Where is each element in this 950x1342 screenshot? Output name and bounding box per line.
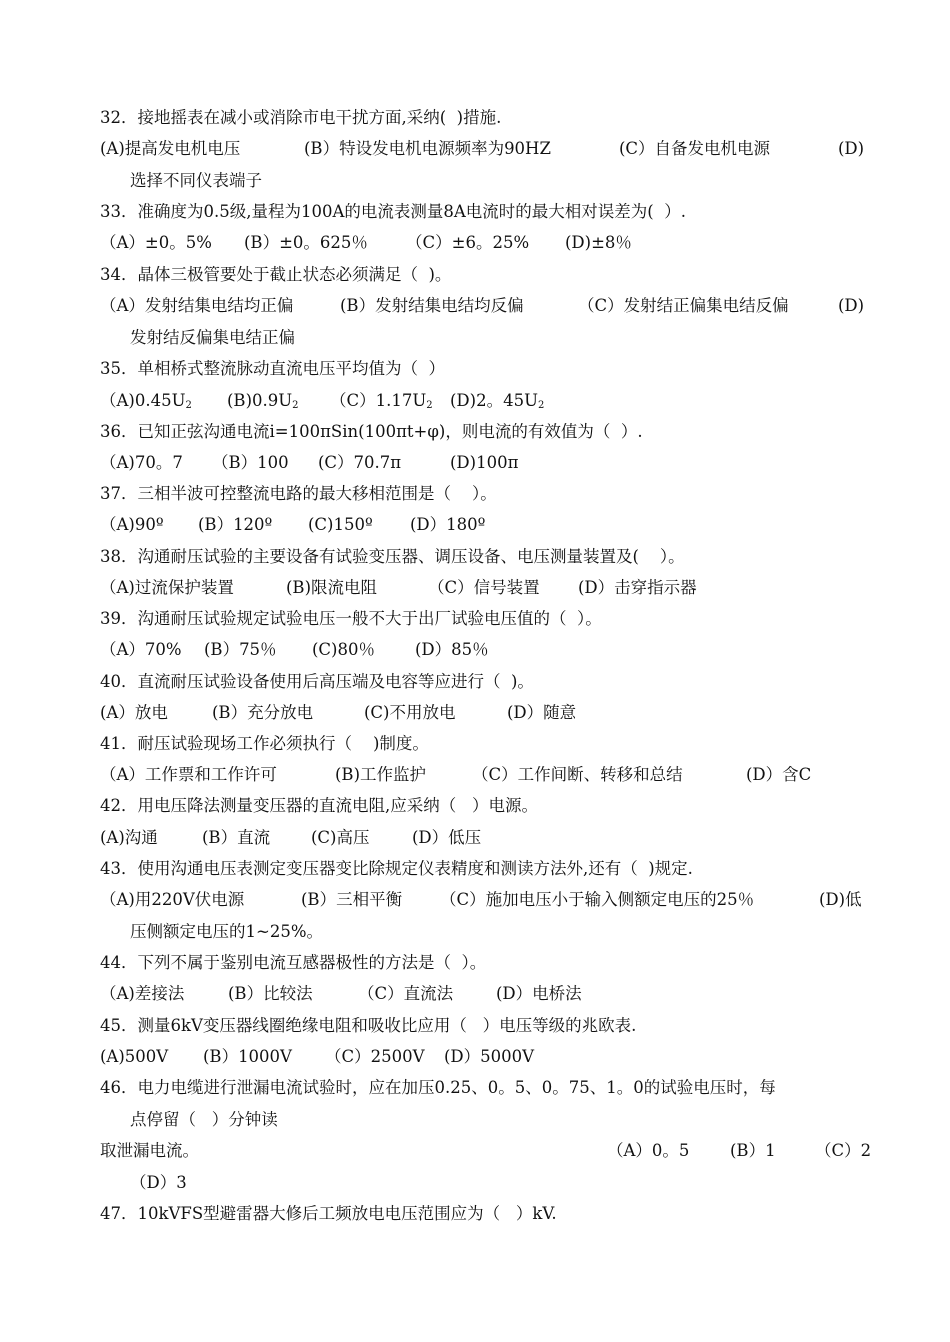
q40-option-c: (C)不用放电 xyxy=(364,703,456,722)
question-37: 37．三相半波可控整流电路的最大移相范围是（ ）。 xyxy=(100,484,497,503)
q34-option-b: (B）发射结集电结均反偏 xyxy=(340,296,524,315)
q34-option-a: （A）发射结集电结均正偏 xyxy=(100,296,294,315)
q32-option-b: (B）特设发电机电源频率为90HZ xyxy=(304,139,551,158)
question-36: 36．已知正弦沟通电流i=100πSin(100πt+φ)，则电流的有效值为（ ）. xyxy=(100,422,643,441)
question-46-tail: 取泄漏电流。 xyxy=(100,1141,199,1160)
q38-option-b: (B)限流电阻 xyxy=(286,578,377,597)
q34-option-c: （C）发射结正偏集电结反偏 xyxy=(578,296,789,315)
q35-option-b: $(B)0.9U_2$ xyxy=(227,391,299,411)
q45-option-a: (A)500V xyxy=(100,1047,169,1066)
q45-option-d: (D）5000V xyxy=(444,1047,535,1066)
q33-option-a: （A）±0。5% xyxy=(100,233,212,252)
q41-option-c: （C）工作间断、转移和总结 xyxy=(472,765,683,784)
question-35: 35．单相桥式整流脉动直流电压平均值为（ ） xyxy=(100,359,445,378)
question-41: 41．耐压试验现场工作必须执行（ )制度。 xyxy=(100,734,429,753)
q42-option-b: (B）直流 xyxy=(202,828,271,847)
question-44: 44．下列不属于鉴别电流互感器极性的方法是（ ）。 xyxy=(100,953,487,972)
q39-option-b: (B）75％ xyxy=(204,640,277,659)
q43-option-c: （C）施加电压小于输入侧额定电压的25％ xyxy=(440,890,755,909)
q43-option-d-text: 压侧额定电压的1~25%。 xyxy=(130,922,323,941)
q41-option-d: (D）含C xyxy=(746,765,812,784)
q39-option-c: (C)80％ xyxy=(312,640,375,659)
question-39: 39．沟通耐压试验规定试验电压一般不大于出厂试验电压值的（ ）。 xyxy=(100,609,602,628)
question-46-continued: 点停留（ ）分钟读 xyxy=(130,1110,278,1129)
q32-option-a: (A)提高发电机电压 xyxy=(100,139,241,158)
q35-option-c: $(C)1.17U_2$ xyxy=(330,391,433,411)
q32-option-d-text: 选择不同仪表端子 xyxy=(130,171,262,190)
question-33: 33．准确度为0.5级,量程为100A的电流表测量8A电流时的最大相对误差为( ）. xyxy=(100,202,686,221)
q37-option-c: (C)150º xyxy=(308,515,373,534)
q41-option-b: (B)工作监护 xyxy=(335,765,426,784)
question-34: 34．晶体三极管要处于截止状态必须满足（ )。 xyxy=(100,265,452,284)
question-32: 32．接地摇表在减小或消除市电干扰方面,采纳( )措施. xyxy=(100,108,502,127)
q42-option-c: (C)高压 xyxy=(311,828,370,847)
q36-option-d: (D)100π xyxy=(450,453,519,472)
q44-option-b: (B）比较法 xyxy=(228,984,313,1003)
q41-option-a: （A）工作票和工作许可 xyxy=(100,765,277,784)
question-47: 47．10kVFS型避雷器大修后工频放电电压范围应为（ ）kV. xyxy=(100,1204,557,1223)
q44-option-d: (D）电桥法 xyxy=(496,984,582,1003)
q40-option-a: (A）放电 xyxy=(100,703,168,722)
q42-option-d: (D）低压 xyxy=(412,828,482,847)
q46-option-d: （D）3 xyxy=(130,1173,187,1192)
q36-option-b: （B）100 xyxy=(212,453,289,472)
q34-option-d: (D) xyxy=(838,296,865,315)
question-45: 45．测量6kV变压器线圈绝缘电阻和吸收比应用（ ）电压等级的兆欧表. xyxy=(100,1016,637,1035)
q39-option-d: (D）85％ xyxy=(415,640,489,659)
q32-option-c: (C）自备发电机电源 xyxy=(619,139,771,158)
q37-option-b: (B）120º xyxy=(198,515,273,534)
q43-option-a: （A)用220V伏电源 xyxy=(100,890,245,909)
q33-option-c: （C）±6。25% xyxy=(406,233,530,252)
question-40: 40．直流耐压试验设备使用后高压端及电容等应进行（ )。 xyxy=(100,672,534,691)
question-46: 46．电力电缆进行泄漏电流试验时，应在加压0.25、0。5、0。75、1。0的试验电压时，每 xyxy=(100,1078,776,1097)
q40-option-d: (D）随意 xyxy=(507,703,577,722)
question-38: 38．沟通耐压试验的主要设备有试验变压器、调压设备、电压测量装置及( ）。 xyxy=(100,547,685,566)
q46-option-a: （A）0。5 xyxy=(607,1141,690,1160)
q35-option-d: (D)2。$45U_2$ xyxy=(450,391,545,411)
q44-option-a: （A)差接法 xyxy=(100,984,185,1003)
q33-option-d: (D)±8％ xyxy=(565,233,632,252)
q46-option-c: （C）2 xyxy=(815,1141,872,1160)
q45-option-c: （C）2500V xyxy=(325,1047,425,1066)
q40-option-b: (B）充分放电 xyxy=(212,703,314,722)
q39-option-a: （A）70% xyxy=(100,640,182,659)
q42-option-a: (A)沟通 xyxy=(100,828,158,847)
q46-option-b: (B）1 xyxy=(730,1141,776,1160)
q36-option-a: （A)70。7 xyxy=(100,453,183,472)
q38-option-d: (D）击穿指示器 xyxy=(578,578,697,597)
q38-option-c: （C）信号装置 xyxy=(428,578,540,597)
q33-option-b: (B）±0。625％ xyxy=(244,233,368,252)
q43-option-b: (B）三相平衡 xyxy=(301,890,403,909)
question-42: 42．用电压降法测量变压器的直流电阻,应采纳（ ）电源。 xyxy=(100,796,538,815)
q43-option-d: (D)低 xyxy=(819,890,862,909)
q32-option-d: (D) xyxy=(838,139,865,158)
q37-option-a: （A)90º xyxy=(100,515,164,534)
q36-option-c: (C）70.7π xyxy=(318,453,402,472)
q45-option-b: (B）1000V xyxy=(203,1047,292,1066)
q34-option-d-text: 发射结反偏集电结正偏 xyxy=(130,328,295,347)
q37-option-d: (D）180º xyxy=(410,515,486,534)
q35-option-a: $(A)0.45U_2$ xyxy=(100,391,192,411)
question-43: 43．使用沟通电压表测定变压器变比除规定仪表精度和测读方法外,还有（ )规定. xyxy=(100,859,693,878)
q38-option-a: （A)过流保护装置 xyxy=(100,578,234,597)
q44-option-c: （C）直流法 xyxy=(358,984,454,1003)
